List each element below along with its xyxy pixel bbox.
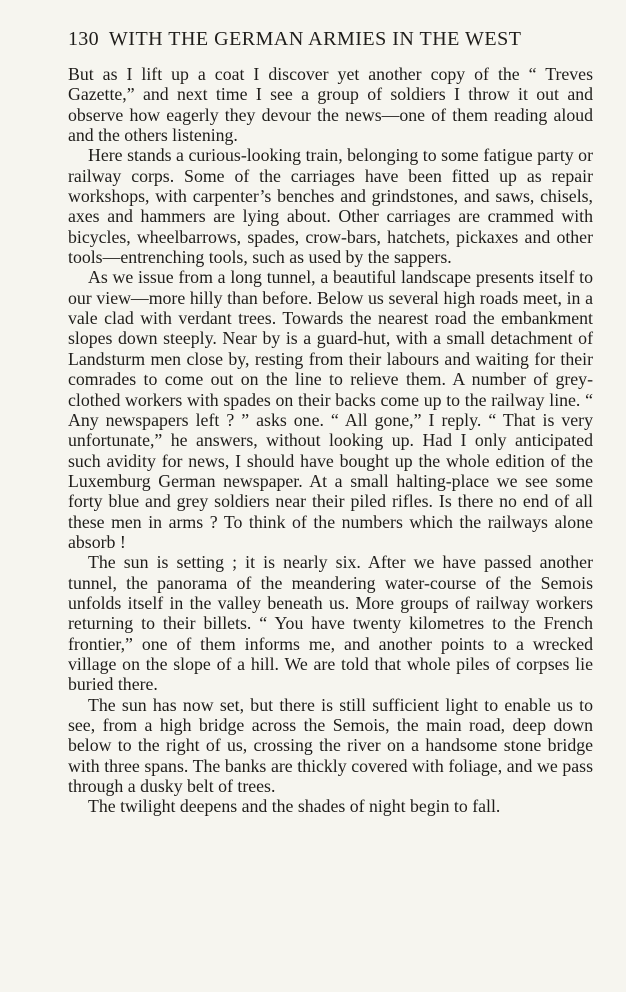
paragraph: As we issue from a long tunnel, a beautiful landscape presents itself to our view—more hilly than before. Below us several high roads meet, in a vale clad with verdant trees. Towards the nearest road the embankment slopes down steeply. Near by is a guard-hut, with a small detachment of Landsturm men close by, resting from their labours and waiting for their comrades to come out on the line to relieve them. A number of grey-clothed workers with spades on their backs come up to the railway line. “ Any newspapers left ? ” asks one. “ All gone,” I reply. “ That is very unfortunate,” he answers, without looking up. Had I only anticipated such avidity for news, I should have bought up the whole edition of the Luxemburg German newspaper. At a small halting-place we see some forty blue and grey soldiers near their piled rifles. Is there no end of all these men in arms ? To think of the numbers which the railways alone absorb ! [68, 267, 593, 552]
running-title: WITH THE GERMAN ARMIES IN THE WEST [108, 28, 522, 50]
paragraph: Here stands a curious-looking train, belonging to some fatigue party or railway corps. Some of the carriages have been fitted up as repair workshops, with carpenter’s benches and grindstones, and saws, chisels, axes and hammers are lying about. Other carriages are crammed with bicycles, wheelbarrows, spades, crow-bars, hatchets, pickaxes and other tools—entrenching tools, such as used by the sappers. [68, 145, 593, 268]
paragraph: The twilight deepens and the shades of night begin to fall. [88, 796, 501, 817]
paragraph: The sun is setting ; it is nearly six. After we have passed another tunnel, the panorama of the meandering water-course of the Semois unfolds itself in the valley beneath us. More groups of railway workers returning to their billets. “ You have twenty kilometres to the French frontier,” one of them informs me, and another points to a wrecked village on the slope of a hill. We are told that whole piles of corpses lie buried there. [68, 552, 593, 695]
page-body [68, 64, 593, 817]
paragraph: The sun has now set, but there is still sufficient light to enable us to see, from a high bridge across the Semois, the main road, deep down below to the right of us, crossing the river on a handsome stone bridge with three spans. The banks are thickly covered with foliage, and we pass through a dusky belt of trees. [68, 694, 593, 797]
running-header [68, 28, 593, 54]
paragraph: But as I lift up a coat I discover yet another copy of the “ Treves Gazette,” and next time I see a group of soldiers I throw it out and observe how eagerly they devour the news—one of them reading aloud and the others listening. [68, 64, 593, 146]
page-number: 130 [68, 28, 99, 50]
